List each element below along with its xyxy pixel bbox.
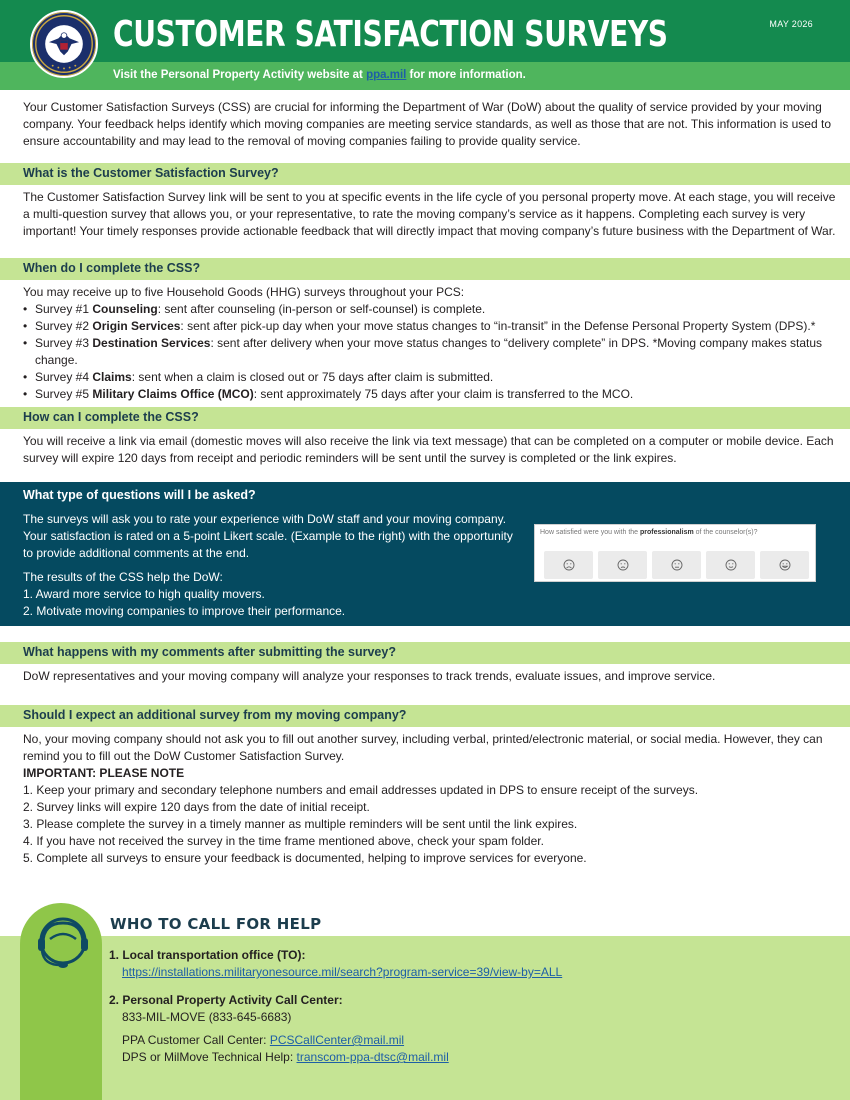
item-bold: Counseling [92,302,158,316]
list-item: 5. Complete all surveys to ensure your feedback is documented, helping to improve services for everyone. [23,851,587,865]
section-header-comments [0,642,850,664]
call-center-phone: 833-MIL-MOVE (833-645-6683) [122,1010,292,1024]
item-text: : sent after delivery when your move status changes to “delivery complete” in DPS. *Moving company makes status change. [35,336,823,367]
help-title: WHO TO CALL FOR HELP [110,915,322,933]
help-item-call-center [109,992,343,1026]
item-bold: Claims [92,370,132,384]
item-text: : sent approximately 75 days after your claim is transferred to the MCO. [253,387,634,401]
item-text: : sent after pick-up day when your move status changes to “in-transit” in the Defense Personal Property System (DPS).* [180,319,816,333]
additional-paragraph: No, your moving company should not ask you to fill out another survey, including verbal, printed/electronic material, or social media. However, they can remind you to fill out the DoW Customer Satisfaction Survey. [23,732,823,763]
section-heading: Should I expect an additional survey from my moving company? [23,708,407,722]
list-item [23,335,838,369]
page-header [0,0,850,90]
likert-example [534,524,816,582]
help-item-transportation-office [109,947,562,981]
neutral-option[interactable] [652,551,701,579]
neutral-face-icon [671,559,683,571]
help-item-title: 1. Local transportation office (TO): [109,948,306,962]
item-text: : sent when a claim is closed out or 75 days after claim is submitted. [131,370,494,384]
dps-email-link[interactable]: transcom-ppa-dtsc@mail.mil [296,1050,449,1064]
list-item [23,369,838,386]
ppa-contact-label: PPA Customer Call Center: [122,1033,270,1047]
section-heading: How can I complete the CSS? [23,410,199,424]
dissatisfied-option[interactable] [598,551,647,579]
likert-question-suffix: of the counselor(s)? [693,529,758,536]
additional-content [23,731,838,867]
list-item: 1. Keep your primary and secondary telephone numbers and email addresses updated in DPS to ensure receipt of the surveys. [23,783,699,797]
likert-question [540,529,758,536]
very-sad-face-icon [563,559,575,571]
results-lead: The results of the CSS help the DoW: [23,570,223,584]
questions-paragraph: The surveys will ask you to rate your experience with DoW staff and your moving company. Your satisfaction is rated on a 5-point Likert scale. (Example to the right) with the opportunity to provide additional comments at the end. [23,512,513,560]
section-heading: What is the Customer Satisfaction Survey? [23,166,279,180]
help-contacts [109,1032,449,1066]
section-header-when [0,258,850,280]
very-dissatisfied-option[interactable] [544,551,593,579]
intro-paragraph: Your Customer Satisfaction Surveys (CSS) are crucial for informing the Department of War (DoW) about the quality of service provided by your moving company. Your feedback helps identify which moving companies are meeting service standards, as well as those that are not. This information is used to ensure accountability and may lead to the removal of moving companies failing to provide quality service. [23,100,831,148]
very-satisfied-option[interactable] [760,551,809,579]
list-item [23,318,838,335]
results-block [23,569,523,620]
what-is-paragraph: The Customer Satisfaction Survey link will be sent to you at specific events in the life cycle of you personal property move. At each stage, you will receive a multi-question survey that allows you, or your representative, to rate the moving company’s service as it happens. Completing each survey is very important! Your timely responses provide actionable feedback that will directly impact that moving company’s future business with the Department of War. [23,190,836,238]
dps-contact-line [109,1049,449,1066]
page-title: CUSTOMER SATISFACTION SURVEYS [113,14,668,55]
list-item: 1. Award more service to high quality movers. [23,587,265,601]
important-note-title: IMPORTANT: PLEASE NOTE [23,766,185,780]
item-prefix: Survey #5 [35,387,93,401]
subline-prefix: Visit the Personal Property Activity website at [113,69,367,81]
item-prefix: Survey #1 [35,302,93,316]
section-header-additional [0,705,850,727]
section-header-what-is [0,163,850,185]
list-item: 2. Survey links will expire 120 days from the date of initial receipt. [23,800,370,814]
list-item [23,301,838,318]
header-subline [113,69,526,81]
help-item-title: 2. Personal Property Activity Call Center: [109,993,343,1007]
section-heading: What type of questions will I be asked? [23,488,256,502]
headset-agent-icon [28,911,98,981]
likert-question-prefix: How satisfied were you with the [540,529,640,536]
when-content [23,284,838,403]
subline-suffix: for more information. [406,69,526,81]
list-item: 2. Motivate moving companies to improve their performance. [23,604,346,618]
section-header-how [0,407,850,429]
list-item [23,386,838,403]
list-item: 4. If you have not received the survey in the time frame mentioned above, check your spam folder. [23,834,544,848]
list-item: 3. Please complete the survey in a timely manner as multiple reminders will be sent until the link expires. [23,817,578,831]
how-paragraph: You will receive a link via email (domestic moves will also receive the link via text message) that can be completed on a computer or mobile device. Each survey will expire 120 days from receipt and periodic reminders will be sent until the survey is completed or the link expires. [23,434,834,465]
sad-face-icon [617,559,629,571]
issue-date: MAY 2026 [769,19,813,29]
big-smile-face-icon [779,559,791,571]
ppa-website-link[interactable]: ppa.mil [366,69,407,81]
installations-link[interactable]: https://installations.militaryonesource.mil/search?program-service=39/view-by=ALL [122,965,563,979]
item-bold: Destination Services [92,336,211,350]
when-lead: You may receive up to five Household Goods (HHG) surveys throughout your PCS: [23,285,465,299]
item-bold: Military Claims Office (MCO) [92,387,254,401]
satisfied-option[interactable] [706,551,755,579]
smile-face-icon [725,559,737,571]
dps-contact-label: DPS or MilMove Technical Help: [122,1050,297,1064]
ppa-contact-line [109,1032,449,1049]
item-prefix: Survey #2 [35,319,93,333]
item-bold: Origin Services [92,319,181,333]
section-heading: When do I complete the CSS? [23,261,201,275]
ppa-email-link[interactable]: PCSCallCenter@mail.mil [269,1033,405,1047]
department-seal-icon [30,10,98,78]
item-text: : sent after counseling (in-person or self-counsel) is complete. [157,302,486,316]
survey-list [23,301,838,403]
comments-paragraph: DoW representatives and your moving company will analyze your responses to track trends, evaluate issues, and improve service. [23,669,716,683]
likert-question-bold: professionalism [640,529,694,536]
item-prefix: Survey #3 [35,336,93,350]
section-heading: What happens with my comments after submitting the survey? [23,645,396,659]
item-prefix: Survey #4 [35,370,93,384]
